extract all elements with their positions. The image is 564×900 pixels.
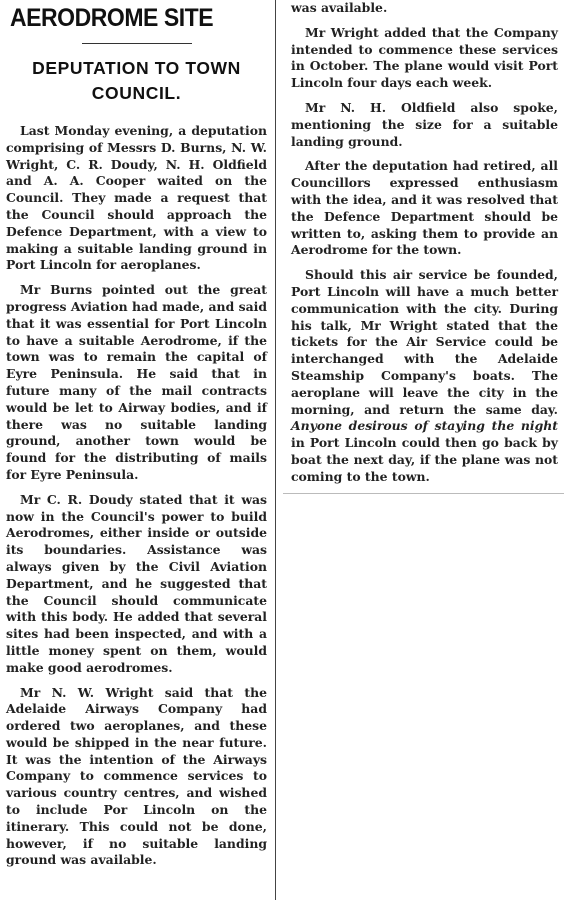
- paragraph-burns: Mr Burns pointed out the great progress Aviation had made, and said that it was essential for Port Lincoln to have a suitable Aerodrome, if the town was to remain the capital of Eyre Peninsula. He said that in future many of the mail contracts would be let to Airway bodies, and if there was no suitable landing ground, another town would be found for the distributing of mails for Eyre Peninsula.: [6, 282, 267, 482]
- closing-italic-text: Anyone desirous of staying the night: [291, 418, 558, 434]
- paragraph-doudy: Mr C. R. Doudy stated that it was now in the Council's power to build Aerodromes, either inside or outside its boundaries. Assistance was always given by the Civil Aviation Department, and he suggested that the Council should communicate with this body. He added that several sites had been inspected, and with a little money spent on them, would make good aerodromes.: [6, 491, 267, 675]
- closing-text: Should this air service be founded, Port Lincoln will have a much better communication with the city. During his talk, Mr Wright stated that the tickets for the Air Service could be interchanged with the Adelaide Steamship Company's boats. The aeroplane will leave the city in the morning, and return the same day.: [291, 267, 558, 417]
- subheadline: DEPUTATION TO TOWN COUNCIL.: [32, 58, 241, 103]
- paragraph-oldfield: Mr N. H. Oldfield also spoke, mentioning the size for a suitable landing ground.: [291, 99, 558, 149]
- paragraph-resolution: After the deputation had retired, all Councillors expressed enthusiasm with the idea, and it was resolved that the Defence Department should be written to, asking them to provide an Aerodrome for the town.: [291, 158, 558, 258]
- paragraph-wright-added: Mr Wright added that the Company intended to commence these services in October. The plane would visit Port Lincoln four days each week.: [291, 24, 558, 91]
- left-column: [0, 0, 276, 900]
- headline: AERODROME SITE: [10, 4, 214, 32]
- paragraph-continuation: was available.: [291, 0, 388, 15]
- paragraph-air-service: [291, 267, 558, 485]
- paragraph-wright: Mr N. W. Wright said that the Adelaide Airways Company had ordered two aeroplanes, and these would be shipped in the near future. It was the intention of the Airways Company to commence services to various country centres, and wished to include Por Lincoln on the itinerary. This could not be done, however, if no suitable landing ground was available.: [6, 684, 267, 868]
- paragraph-deputation: Last Monday evening, a deputation comprising of Messrs D. Burns, N. W. Wright, C. R. Doudy, N. H. Oldfield and A. A. Cooper waited on the Council. They made a request that the Council should approach the Defence Department, with a view to making a suitable landing ground in Port Lincoln for aeroplanes.: [6, 123, 267, 273]
- right-column: [283, 0, 564, 494]
- closing-tail-text: in Port Lincoln could then go back by boat the next day, if the plane was not coming to the town.: [291, 435, 558, 484]
- headline-divider: [82, 43, 192, 44]
